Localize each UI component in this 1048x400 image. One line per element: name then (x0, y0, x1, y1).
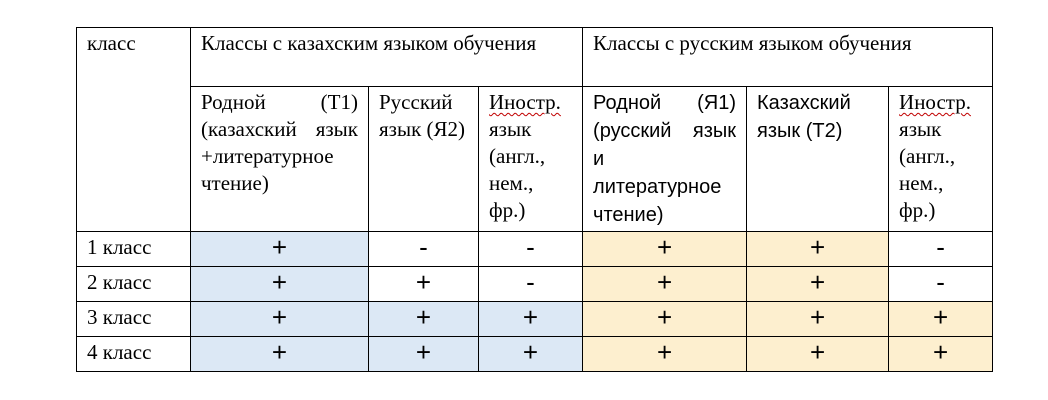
mark-cell: + (369, 337, 479, 372)
mark-cell: + (479, 302, 583, 337)
ru-foreign-rest: язык (англ., нем., фр.) (899, 117, 956, 222)
mark-cell: + (369, 302, 479, 337)
mark-cell: + (583, 337, 747, 372)
mark-cell: + (747, 267, 889, 302)
russian-medium-group-header: Классы с русским языком обучения (583, 28, 993, 87)
kazakh-medium-group-header: Классы с казахским языком обучения (191, 28, 583, 87)
kz-native-language-header: Родной (Т1) (казахский язык +литературное чтение) (191, 87, 369, 232)
kz-russian-language-header: Русский язык (Я2) (369, 87, 479, 232)
mark-cell: + (747, 302, 889, 337)
mark-cell: - (889, 232, 993, 267)
grade-label: 3 класс (77, 302, 191, 337)
grade-label: 1 класс (77, 232, 191, 267)
mark-cell: + (191, 337, 369, 372)
mark-cell: + (889, 302, 993, 337)
grade-column-header: класс (77, 28, 191, 232)
mark-cell: + (369, 267, 479, 302)
mark-cell: - (479, 267, 583, 302)
ru-kazakh-language-header: Казахский язык (Т2) (747, 87, 889, 232)
group-header-row (77, 28, 993, 87)
table-row (77, 337, 993, 372)
mark-cell: - (889, 267, 993, 302)
language-curriculum-table (76, 27, 993, 372)
mark-cell: + (191, 267, 369, 302)
mark-cell: - (369, 232, 479, 267)
mark-cell: + (747, 232, 889, 267)
mark-cell: + (889, 337, 993, 372)
kz-foreign-abbrev: Иностр. (489, 90, 561, 114)
mark-cell: + (583, 232, 747, 267)
mark-cell: + (747, 337, 889, 372)
ru-foreign-language-header (889, 87, 993, 232)
table-row (77, 267, 993, 302)
mark-cell: + (191, 232, 369, 267)
grade-label: 4 класс (77, 337, 191, 372)
ru-native-language-header: Родной (Я1) (русский язык и литературное чтение) (583, 87, 747, 232)
mark-cell: + (583, 302, 747, 337)
mark-cell: - (479, 232, 583, 267)
grade-label: 2 класс (77, 267, 191, 302)
kz-foreign-rest: язык (англ., нем., фр.) (489, 117, 546, 222)
ru-foreign-abbrev: Иностр. (899, 90, 971, 114)
kz-foreign-language-header (479, 87, 583, 232)
subject-header-row (77, 87, 993, 232)
mark-cell: + (583, 267, 747, 302)
mark-cell: + (479, 337, 583, 372)
table-row (77, 302, 993, 337)
mark-cell: + (191, 302, 369, 337)
table-row (77, 232, 993, 267)
